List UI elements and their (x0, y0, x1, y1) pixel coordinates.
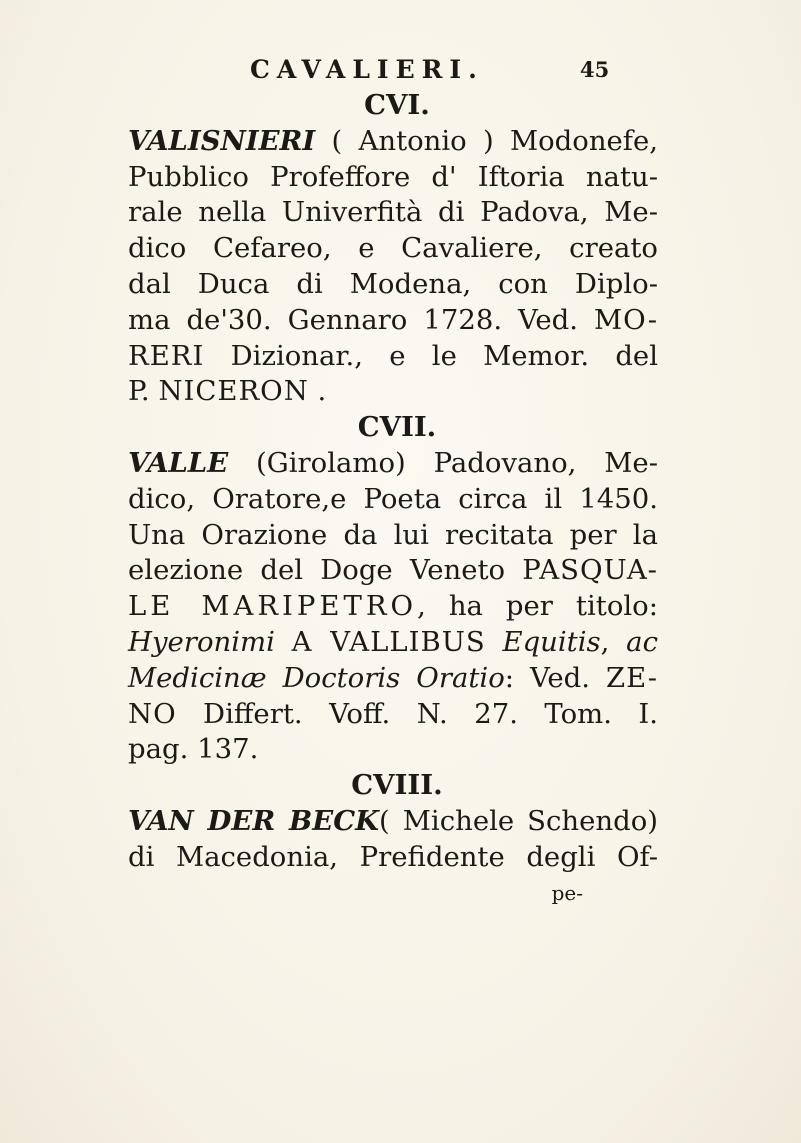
entry-smallcaps: PASQUA- (522, 554, 658, 587)
entry-text: (Girolamo) Padovano, Me- (228, 446, 658, 479)
entry-line: dal Duca di Modena, con Diplo- (128, 267, 658, 300)
entry-line: dico Cefareo, e Cavaliere, creato (128, 232, 658, 265)
entry-line (128, 625, 658, 661)
entry-italic: Medicinæ Doctoris Oratio (128, 661, 505, 694)
entry-line: pag. 137. (128, 733, 259, 766)
entry-text: , ha per titolo: (417, 590, 658, 623)
entry-text: , (600, 625, 610, 658)
entry-line (128, 374, 658, 410)
entry-line (128, 804, 658, 840)
entry-line (128, 589, 658, 625)
entry-text: elezione del Doge Veneto (128, 554, 506, 587)
entry-text: ( Michele Schendo) (379, 804, 658, 837)
entry-line: dico, Oratore,e Poeta circa il 1450. (128, 482, 658, 515)
entry-text: ma de'30. Gennaro 1728. Ved. (128, 303, 578, 336)
entry-number: CVIII. (351, 769, 443, 802)
entry-number: CVI. (364, 89, 430, 121)
entry-line: di Macedonia, Prefidente degli Of- (128, 840, 658, 873)
entry-italic: ac (626, 625, 658, 658)
entry-line (128, 339, 658, 375)
entry-text: Dizionar., e le Memor. del (204, 339, 658, 372)
entry-smallcaps: NICERON (158, 375, 309, 408)
entry-text: ( Antonio ) Modonefe, (315, 124, 658, 157)
entry-line (128, 446, 658, 482)
entry-italic: Hyeronimi (128, 625, 275, 658)
entry-text: P. (128, 375, 150, 408)
entry-line: rale nella Univerfità di Padova, Me- (128, 196, 658, 229)
entry-text: Differt. Voff. N. 27. Tom. I. (176, 697, 658, 730)
entry-smallcaps: ZE- (606, 661, 658, 694)
entry-italic: Equitis (502, 625, 601, 658)
entry-smallcaps: RERI (128, 339, 205, 372)
catchword: pe- (551, 880, 583, 905)
page-text (128, 88, 658, 911)
entry-name: VALLE (128, 446, 229, 479)
entry-smallcaps: MO- (593, 303, 658, 336)
entry-number: CVII. (357, 411, 437, 444)
entry-line: Pubblico Profeffore d' Iftoria natu- (128, 160, 658, 193)
entry-name: VAN DER BECK (128, 804, 380, 837)
entry-smallcaps: NO (128, 697, 177, 730)
entry-line (128, 303, 658, 339)
entry-line: Una Orazione da lui recitata per la (128, 518, 658, 551)
entry-line (128, 553, 658, 589)
entry-text: . (308, 375, 327, 408)
entry-line (128, 697, 658, 733)
entry-smallcaps: A VALLIBUS (291, 625, 486, 658)
page-number: 45 (580, 57, 610, 82)
entry-text: : Ved. (504, 661, 590, 694)
entry-smallcaps: LE MARIPETRO (128, 590, 418, 623)
entry-line (128, 124, 658, 160)
running-head-title: CAVALIERI. (250, 55, 484, 84)
entry-line (128, 661, 658, 697)
entry-name: VALISNIERI (128, 124, 316, 157)
